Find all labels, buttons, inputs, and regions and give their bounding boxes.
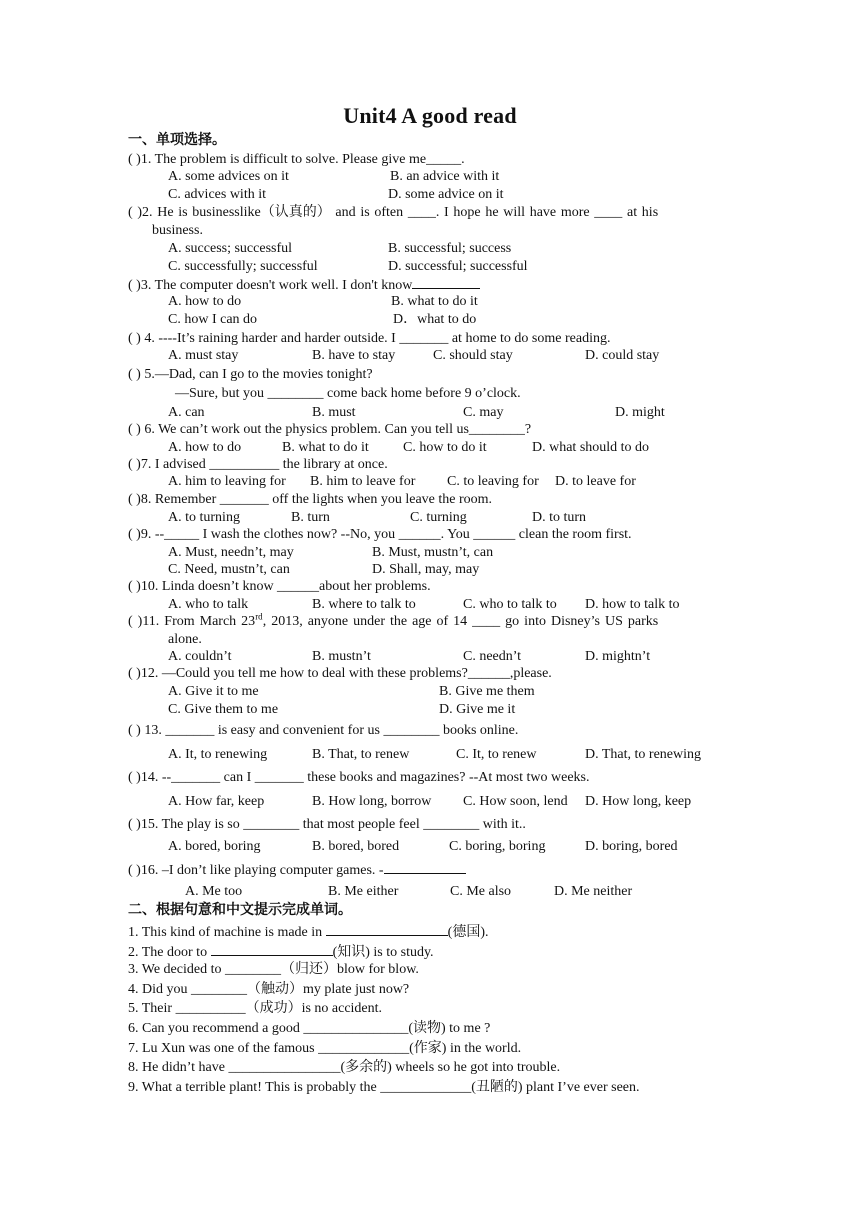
q13-option-d: D. That, to renewing (585, 747, 701, 762)
q12-option-a: A. Give it to me (168, 684, 259, 699)
q4-option-d: D. could stay (585, 348, 660, 363)
q13-option-c: C. It, to renew (456, 747, 537, 762)
q10-option-a: A. who to talk (168, 597, 249, 612)
q9-option-c: C. Need, mustn’t, can (168, 562, 290, 577)
q3-option-c: C. how I can do (168, 312, 258, 327)
q14-option-a: A. How far, keep (168, 794, 265, 809)
q9-option-b: B. Must, mustn’t, can (372, 545, 494, 560)
question-2: ( )2. He is businesslike（认真的） and is often ____. I hope he will have more ____ at his (128, 205, 659, 220)
q5-option-c: C. may (463, 405, 504, 420)
q11-option-a: A. couldn’t (168, 649, 232, 664)
question-3 (128, 276, 480, 294)
q16-option-c: C. Me also (450, 884, 512, 899)
fill-item-7: 7. Lu Xun was one of the famous _____________(作家) in the world. (128, 1041, 522, 1056)
q6-option-b: B. what to do it (282, 440, 369, 455)
question-11 (128, 611, 659, 630)
fill-item-5: 5. Their __________（成功）is no accident. (128, 1001, 383, 1016)
q8-option-a: A. to turning (168, 510, 240, 525)
q16-option-d: D. Me neither (554, 884, 633, 899)
q4-option-b: B. have to stay (312, 348, 396, 363)
q12-option-d: D. Give me it (439, 702, 516, 717)
q3-option-b: B. what to do it (391, 294, 478, 309)
q9-option-d: D. Shall, may, may (372, 562, 480, 577)
fill-item-1-text: 1. This kind of machine is made in (128, 925, 323, 940)
page-title: Unit4 A good read (343, 103, 517, 128)
question-8: ( )8. Remember _______ off the lights when you leave the room. (128, 492, 493, 507)
q7-option-b: B. him to leave for (310, 474, 416, 489)
question-5: ( ) 5.—Dad, can I go to the movies tonight? (128, 367, 373, 382)
q2-option-a: A. success; successful (168, 241, 293, 256)
fill-item-6: 6. Can you recommend a good _______________(读物) to me ? (128, 1021, 491, 1036)
q6-option-c: C. how to do it (403, 440, 487, 455)
question-13: ( ) 13. _______ is easy and convenient for us ________ books online. (128, 723, 519, 738)
q15-option-a: A. bored, boring (168, 839, 261, 854)
q1-option-d: D. some advice on it (388, 187, 504, 202)
q7-option-a: A. him to leaving for (168, 474, 286, 489)
q9-option-a: A. Must, needn’t, may (168, 545, 294, 560)
q4-option-c: C. should stay (433, 348, 513, 363)
question-2-continued: business. (152, 223, 203, 238)
fill-item-1 (128, 923, 488, 941)
q5-option-d: D. might (615, 405, 665, 420)
question-1: ( )1. The problem is difficult to solve. Please give me_____. (128, 152, 465, 167)
question-9: ( )9. --_____ I wash the clothes now? --No, you ______. You ______ clean the room first. (128, 527, 632, 542)
fill-item-8: 8. He didn’t have ________________(多余的) wheels so he got into trouble. (128, 1060, 561, 1075)
q6-option-d: D. what should to do (532, 440, 650, 455)
q15-option-d: D. boring, bored (585, 839, 678, 854)
q10-option-d: D. how to talk to (585, 597, 680, 612)
question-11-continued: alone. (168, 632, 202, 647)
q7-option-d: D. to leave for (555, 474, 636, 489)
q16-option-b: B. Me either (328, 884, 399, 899)
q12-option-c: C. Give them to me (168, 702, 279, 717)
q1-option-b: B. an advice with it (390, 169, 500, 184)
q2-option-b: B. successful; success (388, 241, 512, 256)
q6-option-a: A. how to do (168, 440, 242, 455)
q11-option-d: D. mightn’t (585, 649, 651, 664)
ordinal-suffix: rd (255, 611, 263, 622)
question-16-text: ( )16. –I don’t like playing computer games. - (128, 863, 384, 878)
q14-option-b: B. How long, borrow (312, 794, 432, 809)
question-11-text: ( )11. From March 23 (128, 614, 256, 629)
section-heading-fill-in: 二、根据句意和中文提示完成单词。 (128, 903, 352, 918)
answer-blank (412, 276, 480, 289)
fill-item-3: 3. We decided to ________（归还）blow for blow. (128, 962, 419, 977)
q14-option-c: C. How soon, lend (463, 794, 568, 809)
answer-blank (384, 861, 466, 874)
fill-item-2-hint: (知识) is to study. (332, 945, 434, 960)
q4-option-a: A. must stay (168, 348, 239, 363)
q11-option-b: B. mustn’t (312, 649, 371, 664)
question-4: ( ) 4. ----It’s raining harder and harder outside. I _______ at home to do some reading. (128, 331, 611, 346)
question-7: ( )7. I advised __________ the library at once. (128, 457, 388, 472)
q3-option-d: D．what to do (393, 312, 477, 327)
q11-option-c: C. needn’t (463, 649, 522, 664)
question-15: ( )15. The play is so ________ that most people feel ________ with it.. (128, 817, 526, 832)
q16-option-a: A. Me too (185, 884, 243, 899)
question-6: ( ) 6. We can’t work out the physics problem. Can you tell us________? (128, 422, 532, 437)
q1-option-c: C. advices with it (168, 187, 266, 202)
fill-item-9: 9. What a terrible plant! This is probably the _____________(丑陋的) plant I’ve ever seen. (128, 1080, 640, 1095)
q15-option-b: B. bored, bored (312, 839, 400, 854)
answer-blank (211, 943, 333, 956)
q7-option-c: C. to leaving for (447, 474, 539, 489)
q8-option-c: C. turning (410, 510, 467, 525)
q14-option-d: D. How long, keep (585, 794, 692, 809)
q3-option-a: A. how to do (168, 294, 242, 309)
q2-option-d: D. successful; successful (388, 259, 528, 274)
question-5-continued: —Sure, but you ________ come back home before 9 o’clock. (175, 386, 521, 401)
question-12: ( )12. —Could you tell me how to deal with these problems?______,please. (128, 666, 552, 681)
q13-option-a: A. It, to renewing (168, 747, 268, 762)
q10-option-c: C. who to talk to (463, 597, 557, 612)
answer-blank (326, 923, 448, 936)
q15-option-c: C. boring, boring (449, 839, 546, 854)
question-14: ( )14. --_______ can I _______ these books and magazines? --At most two weeks. (128, 770, 590, 785)
q12-option-b: B. Give me them (439, 684, 535, 699)
question-11-text-rest: , 2013, anyone under the age of 14 ____ go into Disney’s US parks (262, 614, 659, 629)
q8-option-b: B. turn (291, 510, 330, 525)
section-heading-multiple-choice: 一、单项选择。 (128, 133, 226, 148)
fill-item-2 (128, 943, 434, 961)
q1-option-a: A. some advices on it (168, 169, 289, 184)
q8-option-d: D. to turn (532, 510, 587, 525)
question-10: ( )10. Linda doesn’t know ______about her problems. (128, 579, 431, 594)
q5-option-a: A. can (168, 405, 205, 420)
question-3-text: ( )3. The computer doesn't work well. I don't know (128, 278, 413, 293)
fill-item-1-hint: (德国). (447, 925, 489, 940)
fill-item-2-text: 2. The door to (128, 945, 208, 960)
q5-option-b: B. must (312, 405, 356, 420)
q10-option-b: B. where to talk to (312, 597, 416, 612)
q13-option-b: B. That, to renew (312, 747, 410, 762)
question-16 (128, 861, 466, 879)
fill-item-4: 4. Did you ________（触动）my plate just now? (128, 982, 410, 997)
q2-option-c: C. successfully; successful (168, 259, 318, 274)
